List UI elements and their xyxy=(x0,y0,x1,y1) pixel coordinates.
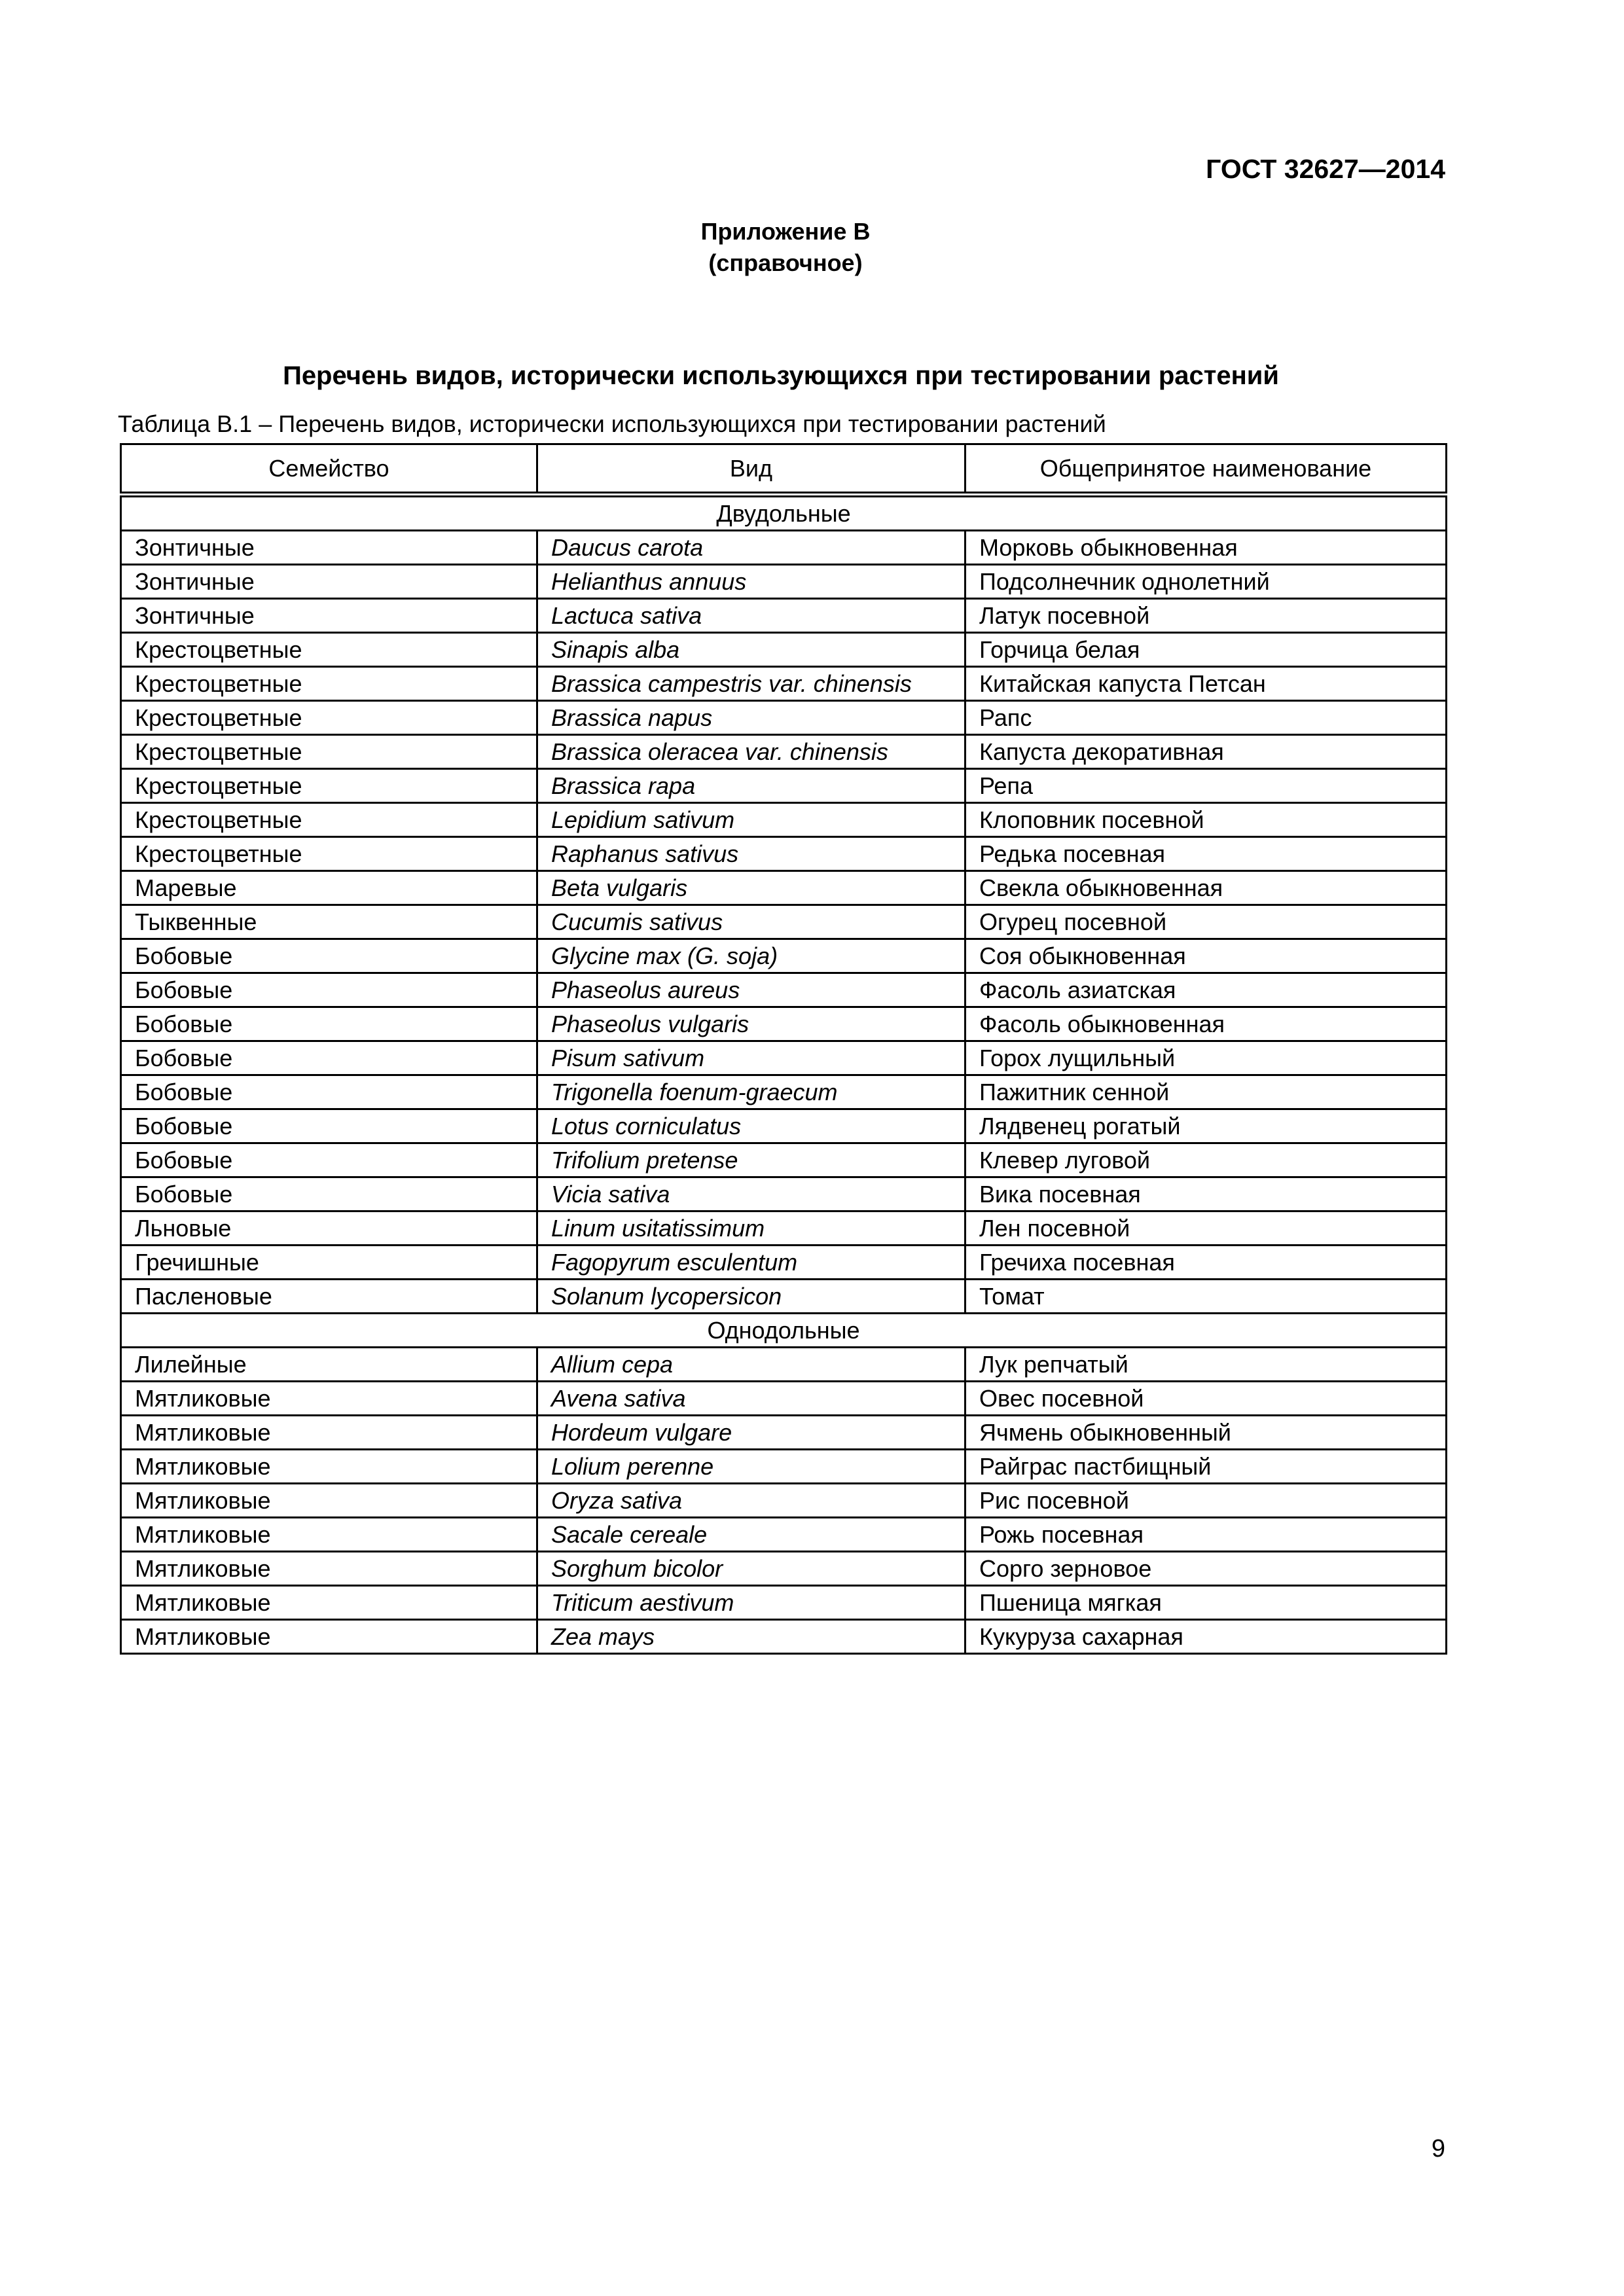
table-row xyxy=(121,1586,1447,1620)
species-cell: Avena sativa xyxy=(537,1382,965,1416)
common-name-cell: Томат xyxy=(965,1280,1447,1314)
table-row xyxy=(121,1177,1447,1211)
species-cell: Helianthus annuus xyxy=(537,565,965,599)
species-cell: Trifolium pretense xyxy=(537,1143,965,1177)
species-table xyxy=(120,443,1447,1655)
common-name-cell: Китайская капуста Петсан xyxy=(965,667,1447,701)
family-cell: Пасленовые xyxy=(121,1280,537,1314)
common-name-cell: Редька посевная xyxy=(965,837,1447,871)
common-name-cell: Фасоль азиатская xyxy=(965,973,1447,1007)
family-cell: Мятликовые xyxy=(121,1450,537,1484)
species-cell: Oryza sativa xyxy=(537,1484,965,1518)
family-cell: Крестоцветные xyxy=(121,769,537,803)
family-cell: Льновые xyxy=(121,1211,537,1246)
column-header-species: Вид xyxy=(537,444,965,495)
family-cell: Мятликовые xyxy=(121,1518,537,1552)
species-cell: Lepidium sativum xyxy=(537,803,965,837)
common-name-cell: Гречиха посевная xyxy=(965,1246,1447,1280)
table-row xyxy=(121,1416,1447,1450)
common-name-cell: Репа xyxy=(965,769,1447,803)
species-cell: Sacale cereale xyxy=(537,1518,965,1552)
table-row xyxy=(121,1484,1447,1518)
table-row xyxy=(121,1041,1447,1075)
species-cell: Linum usitatissimum xyxy=(537,1211,965,1246)
table-caption: Таблица В.1 – Перечень видов, исторически использующихся при тестировании растений xyxy=(118,410,1106,437)
species-cell: Fagopyrum esculentum xyxy=(537,1246,965,1280)
family-cell: Крестоцветные xyxy=(121,837,537,871)
family-cell: Бобовые xyxy=(121,939,537,973)
table-row xyxy=(121,1518,1447,1552)
family-cell: Зонтичные xyxy=(121,531,537,565)
common-name-cell: Лядвенец рогатый xyxy=(965,1109,1447,1143)
table-row xyxy=(121,803,1447,837)
common-name-cell: Горох лущильный xyxy=(965,1041,1447,1075)
family-cell: Мятликовые xyxy=(121,1586,537,1620)
common-name-cell: Морковь обыкновенная xyxy=(965,531,1447,565)
common-name-cell: Подсолнечник однолетний xyxy=(965,565,1447,599)
document-title: Перечень видов, исторически использующихся при тестировании растений xyxy=(283,361,1279,390)
species-cell: Cucumis sativus xyxy=(537,905,965,939)
family-cell: Крестоцветные xyxy=(121,735,537,769)
family-cell: Бобовые xyxy=(121,1143,537,1177)
species-cell: Beta vulgaris xyxy=(537,871,965,905)
species-cell: Lolium perenne xyxy=(537,1450,965,1484)
species-cell: Glycine max (G. soja) xyxy=(537,939,965,973)
common-name-cell: Пшеница мягкая xyxy=(965,1586,1447,1620)
common-name-cell: Огурец посевной xyxy=(965,905,1447,939)
table-row xyxy=(121,905,1447,939)
table-row xyxy=(121,1211,1447,1246)
table-row xyxy=(121,1348,1447,1382)
family-cell: Гречишные xyxy=(121,1246,537,1280)
species-cell: Daucus carota xyxy=(537,531,965,565)
appendix-subtitle: (справочное) xyxy=(708,249,863,276)
family-cell: Крестоцветные xyxy=(121,633,537,667)
table-row xyxy=(121,531,1447,565)
common-name-cell: Свекла обыкновенная xyxy=(965,871,1447,905)
common-name-cell: Овес посевной xyxy=(965,1382,1447,1416)
common-name-cell: Капуста декоративная xyxy=(965,735,1447,769)
species-cell: Brassica campestris var. chinensis xyxy=(537,667,965,701)
table-row xyxy=(121,973,1447,1007)
family-cell: Крестоцветные xyxy=(121,701,537,735)
family-cell: Мятликовые xyxy=(121,1552,537,1586)
table-row xyxy=(121,1143,1447,1177)
common-name-cell: Райграс пастбищный xyxy=(965,1450,1447,1484)
common-name-cell: Латук посевной xyxy=(965,599,1447,633)
species-cell: Solanum lycopersicon xyxy=(537,1280,965,1314)
species-cell: Phaseolus vulgaris xyxy=(537,1007,965,1041)
species-cell: Trigonella foenum-graecum xyxy=(537,1075,965,1109)
family-cell: Мятликовые xyxy=(121,1484,537,1518)
family-cell: Зонтичные xyxy=(121,599,537,633)
family-cell: Бобовые xyxy=(121,1041,537,1075)
common-name-cell: Лен посевной xyxy=(965,1211,1447,1246)
family-cell: Мятликовые xyxy=(121,1620,537,1654)
species-cell: Brassica napus xyxy=(537,701,965,735)
species-cell: Hordeum vulgare xyxy=(537,1416,965,1450)
group-label: Двудольные xyxy=(121,495,1447,531)
family-cell: Зонтичные xyxy=(121,565,537,599)
table-header-row xyxy=(121,444,1447,495)
appendix-title: Приложение В xyxy=(700,218,871,245)
table-row xyxy=(121,599,1447,633)
species-cell: Sinapis alba xyxy=(537,633,965,667)
family-cell: Бобовые xyxy=(121,1007,537,1041)
table-row xyxy=(121,735,1447,769)
common-name-cell: Рожь посевная xyxy=(965,1518,1447,1552)
common-name-cell: Рис посевной xyxy=(965,1484,1447,1518)
species-cell: Vicia sativa xyxy=(537,1177,965,1211)
family-cell: Лилейные xyxy=(121,1348,537,1382)
table-row xyxy=(121,1075,1447,1109)
family-cell: Маревые xyxy=(121,871,537,905)
species-cell: Phaseolus aureus xyxy=(537,973,965,1007)
family-cell: Тыквенные xyxy=(121,905,537,939)
species-cell: Brassica oleracea var. chinensis xyxy=(537,735,965,769)
common-name-cell: Клевер луговой xyxy=(965,1143,1447,1177)
table-row xyxy=(121,1109,1447,1143)
common-name-cell: Ячмень обыкновенный xyxy=(965,1416,1447,1450)
table-row xyxy=(121,837,1447,871)
species-cell: Lotus corniculatus xyxy=(537,1109,965,1143)
standard-code: ГОСТ 32627—2014 xyxy=(1206,154,1445,184)
family-cell: Бобовые xyxy=(121,1177,537,1211)
group-row xyxy=(121,1314,1447,1348)
group-row xyxy=(121,495,1447,531)
common-name-cell: Горчица белая xyxy=(965,633,1447,667)
common-name-cell: Лук репчатый xyxy=(965,1348,1447,1382)
species-cell: Triticum aestivum xyxy=(537,1586,965,1620)
table-row xyxy=(121,633,1447,667)
species-cell: Brassica rapa xyxy=(537,769,965,803)
table-row xyxy=(121,1620,1447,1654)
family-cell: Мятликовые xyxy=(121,1382,537,1416)
species-cell: Lactuca sativa xyxy=(537,599,965,633)
table-row xyxy=(121,667,1447,701)
common-name-cell: Фасоль обыкновенная xyxy=(965,1007,1447,1041)
common-name-cell: Кукуруза сахарная xyxy=(965,1620,1447,1654)
species-cell: Zea mays xyxy=(537,1620,965,1654)
species-cell: Raphanus sativus xyxy=(537,837,965,871)
table-row xyxy=(121,871,1447,905)
family-cell: Бобовые xyxy=(121,1075,537,1109)
common-name-cell: Клоповник посевной xyxy=(965,803,1447,837)
species-cell: Pisum sativum xyxy=(537,1041,965,1075)
table-row xyxy=(121,565,1447,599)
family-cell: Бобовые xyxy=(121,973,537,1007)
table-row xyxy=(121,1007,1447,1041)
family-cell: Мятликовые xyxy=(121,1416,537,1450)
table-row xyxy=(121,1552,1447,1586)
table-body xyxy=(121,495,1447,1654)
species-cell: Allium cepa xyxy=(537,1348,965,1382)
group-label: Однодольные xyxy=(121,1314,1447,1348)
common-name-cell: Вика посевная xyxy=(965,1177,1447,1211)
species-cell: Sorghum bicolor xyxy=(537,1552,965,1586)
table-row xyxy=(121,939,1447,973)
column-header-common-name: Общепринятое наименование xyxy=(965,444,1447,495)
table-row xyxy=(121,701,1447,735)
family-cell: Бобовые xyxy=(121,1109,537,1143)
table-row xyxy=(121,1246,1447,1280)
family-cell: Крестоцветные xyxy=(121,667,537,701)
page-number: 9 xyxy=(1431,2135,1445,2162)
common-name-cell: Сорго зерновое xyxy=(965,1552,1447,1586)
table-row xyxy=(121,1450,1447,1484)
family-cell: Крестоцветные xyxy=(121,803,537,837)
common-name-cell: Соя обыкновенная xyxy=(965,939,1447,973)
table-row xyxy=(121,1382,1447,1416)
table-row xyxy=(121,1280,1447,1314)
appendix-heading xyxy=(524,216,1047,279)
common-name-cell: Пажитник сенной xyxy=(965,1075,1447,1109)
table-row xyxy=(121,769,1447,803)
column-header-family: Семейство xyxy=(121,444,537,495)
common-name-cell: Рапс xyxy=(965,701,1447,735)
